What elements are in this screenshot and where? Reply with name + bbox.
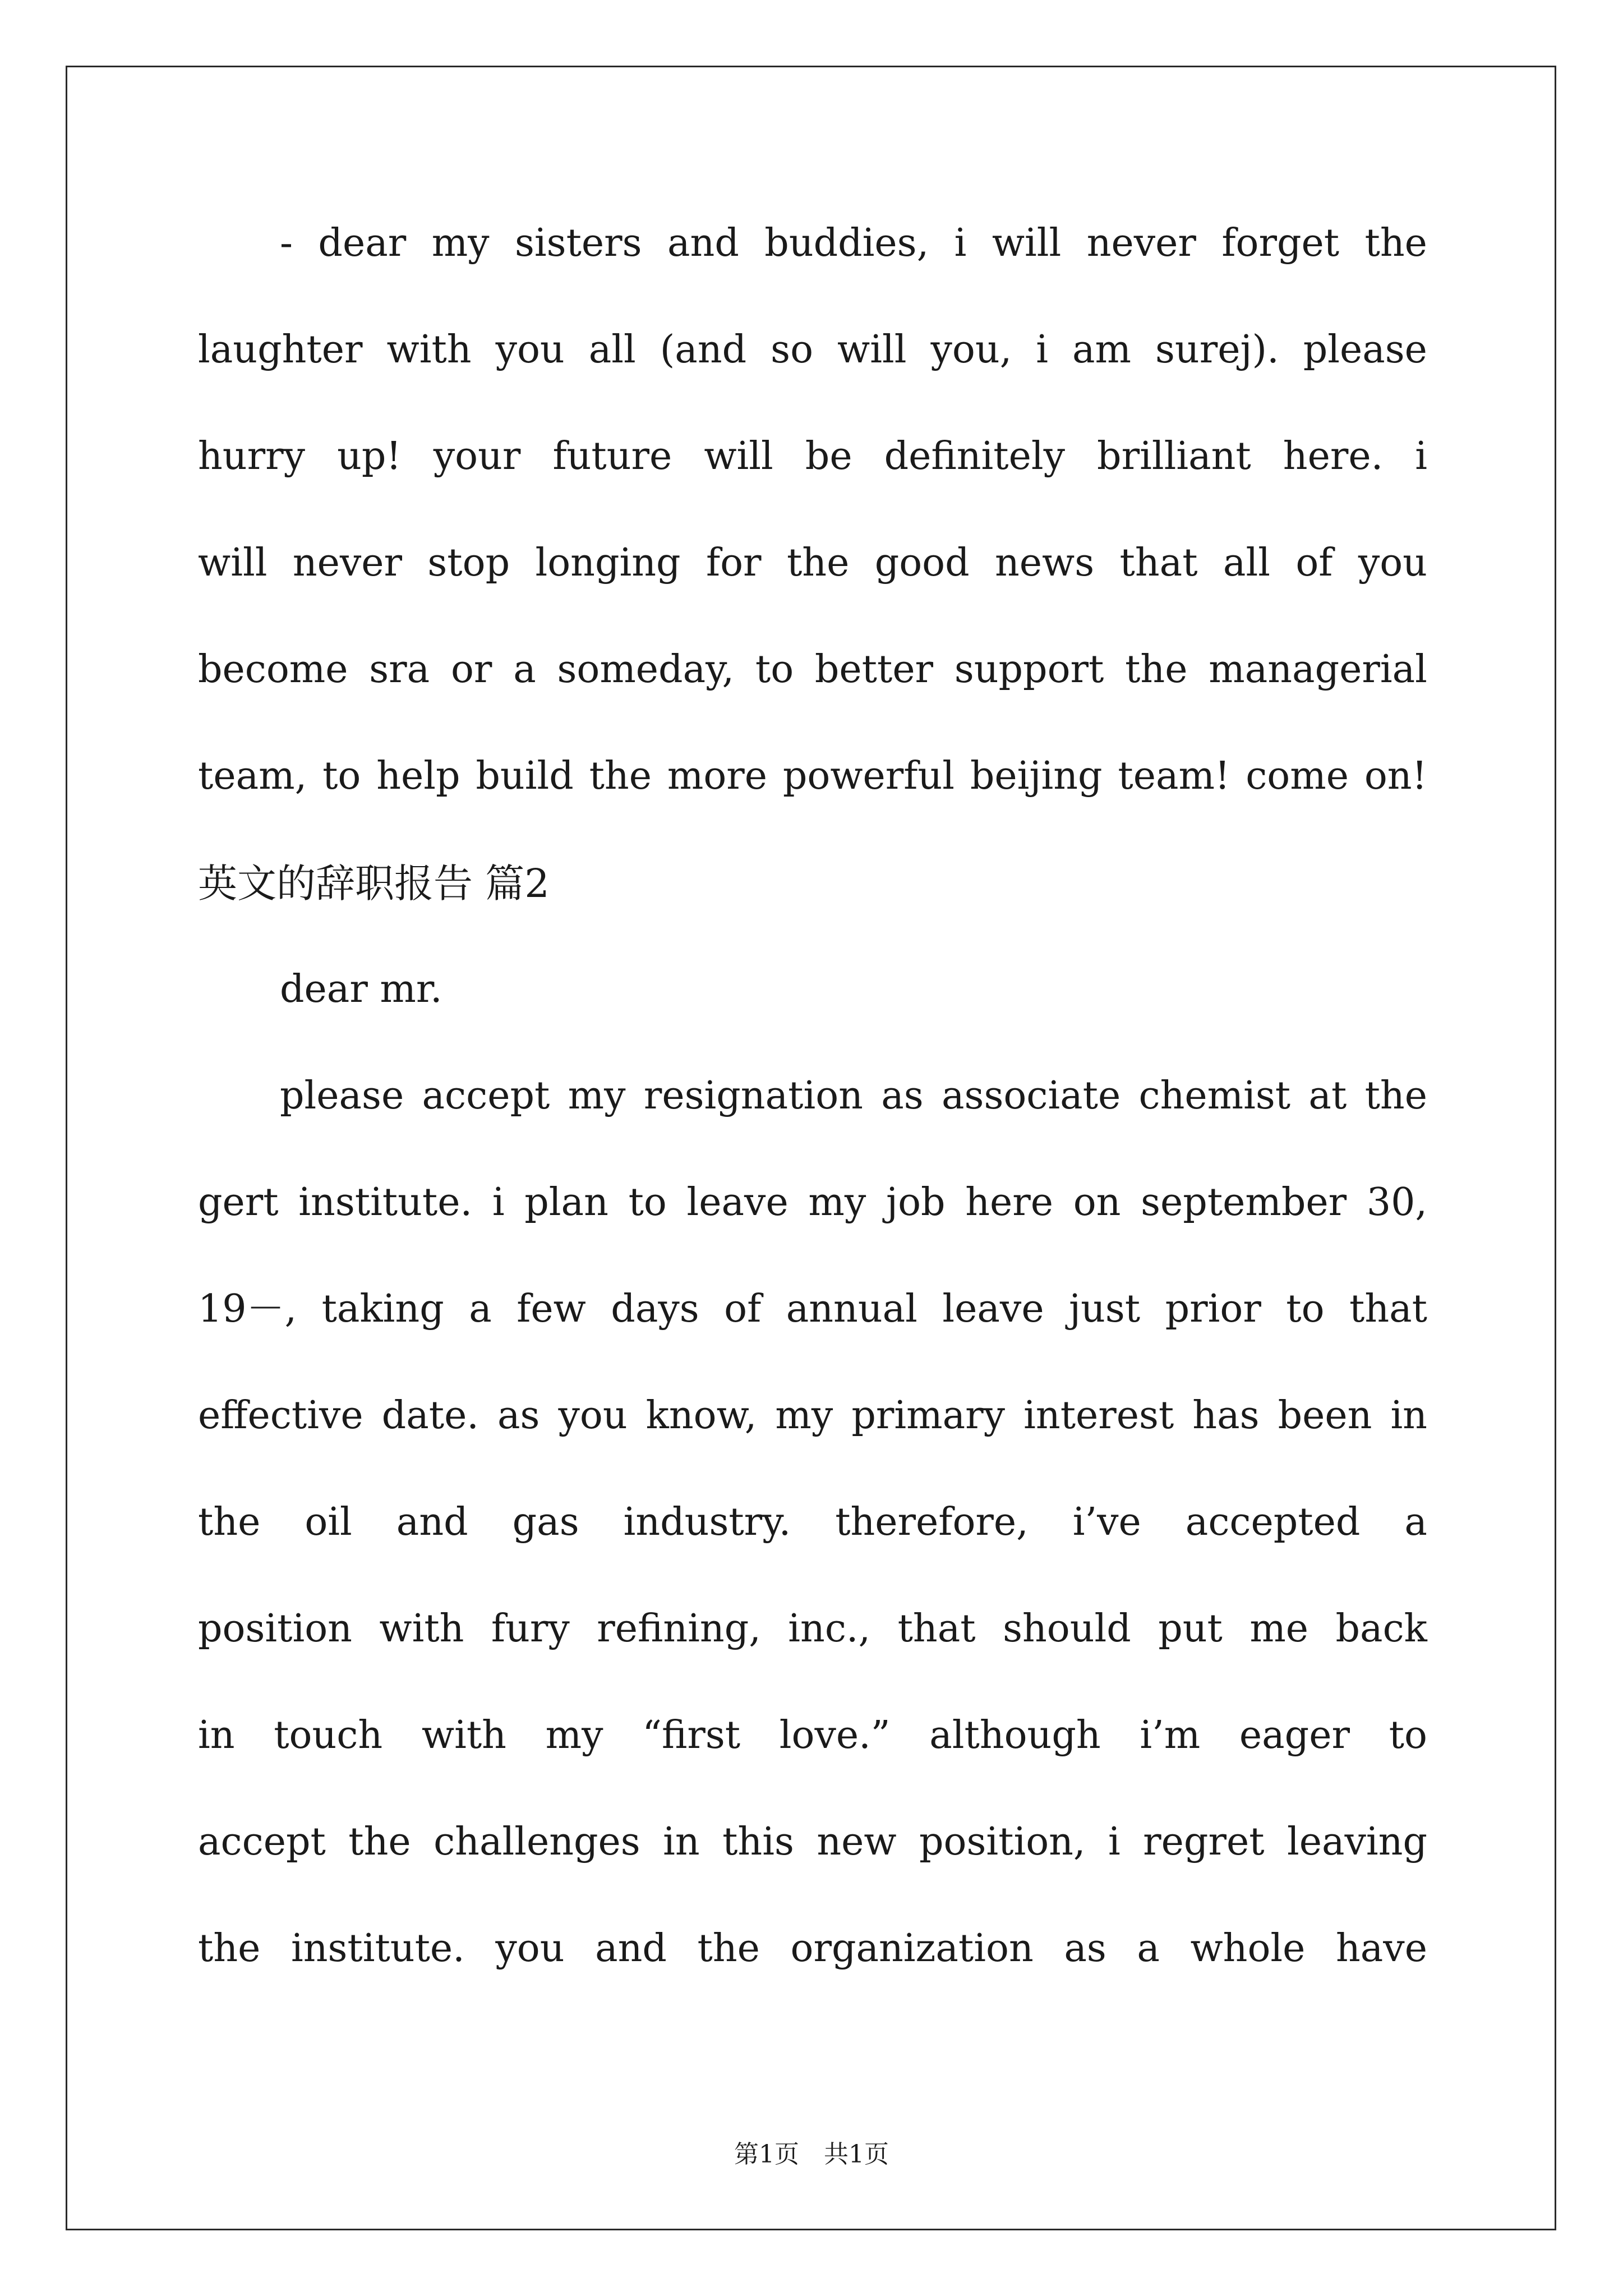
word: my [808,1180,866,1225]
word: more [667,754,768,798]
text-line [198,967,1427,1077]
word: 19－, [198,1287,297,1331]
word: the [697,1926,760,1971]
word: regret [1143,1820,1265,1864]
line-text: dear mr. [280,967,442,1011]
word: interest [1023,1393,1174,1438]
word: and [595,1926,667,1971]
text-line [198,1713,1427,1823]
word: powerful [782,754,955,798]
word: as [881,1074,924,1118]
word: you [495,1926,565,1971]
word: my [775,1393,833,1438]
word: fury [491,1607,570,1651]
word: please [1303,328,1427,372]
word: never [292,541,403,585]
word: this [722,1820,794,1864]
word: i [1036,328,1048,372]
word: to [1286,1287,1325,1331]
word: position [198,1607,352,1651]
word: surej). [1155,328,1279,372]
word: you, [930,328,1012,372]
line-text: 英文的辞职报告 篇2 [198,861,550,907]
word: for [706,541,762,585]
word: position, [919,1820,1086,1864]
word: become [198,647,348,692]
word: and [667,221,739,265]
word: team! [1118,754,1230,798]
word: new [817,1820,897,1864]
word: my [545,1713,603,1757]
word: therefore, [835,1500,1029,1544]
word: all [588,328,636,372]
word: team, [198,754,307,798]
text-line [198,1926,1427,2036]
word: as [1064,1926,1106,1971]
word: news [995,541,1095,585]
text-line [198,541,1427,651]
word: beijing [970,754,1103,798]
word: just [1069,1287,1141,1331]
word: put [1158,1607,1223,1651]
text-line [198,1820,1427,1930]
word: my [568,1074,626,1118]
word: that [897,1607,976,1651]
word: date. [381,1393,479,1438]
word: will [837,328,907,372]
word: “first [642,1713,741,1757]
word: you [1358,541,1427,585]
word: a [469,1287,492,1331]
text-line [198,328,1427,438]
word: stop [427,541,510,585]
word: primary [851,1393,1006,1438]
word: to [628,1180,667,1225]
word: buddies, [764,221,929,265]
word: of [724,1287,762,1331]
section-heading [198,861,1427,970]
word: and [396,1500,468,1544]
word: whole [1190,1926,1306,1971]
word: organization [790,1926,1034,1971]
word: definitely [884,434,1066,478]
word: sisters [515,221,642,265]
text-line [198,754,1427,864]
text-line [198,647,1427,757]
word: i [492,1180,505,1225]
word: your [433,434,521,478]
word: me [1249,1607,1309,1651]
word: i [1108,1820,1121,1864]
word: 30, [1366,1180,1427,1225]
text-line [198,1393,1427,1503]
word: associate [942,1074,1121,1118]
word: you [495,328,565,372]
word: few [517,1287,586,1331]
word: that [1119,541,1198,585]
word: leave [686,1180,789,1225]
word: a [513,647,536,692]
word: have [1335,1926,1427,1971]
word: support [954,647,1104,692]
word: resignation [643,1074,863,1118]
word: up! [337,434,402,478]
word: with [379,1607,464,1651]
word: back [1335,1607,1427,1651]
text-line [198,221,1427,331]
word: to [755,647,794,692]
word: annual [786,1287,917,1331]
word: the [1364,1074,1427,1118]
word: come [1246,754,1349,798]
word: on! [1364,754,1427,798]
word: oil [305,1500,352,1544]
word: dear [318,221,407,265]
word: my [431,221,490,265]
word: on [1073,1180,1121,1225]
word: that [1349,1287,1427,1331]
word: the [198,1500,261,1544]
word: leave [942,1287,1044,1331]
word: with [421,1713,506,1757]
word: institute. [291,1926,465,1971]
word: love.” [779,1713,891,1757]
word: days [611,1287,699,1331]
word: managerial [1209,647,1427,692]
word: in [663,1820,700,1864]
word: be [805,434,852,478]
word: accept [422,1074,550,1118]
word: future [552,434,672,478]
word: of [1295,541,1333,585]
word: (and [660,328,747,372]
word: challenges [434,1820,640,1864]
word: i [1415,434,1427,478]
text-line [198,1607,1427,1717]
word: institute. [298,1180,473,1225]
word: taking [321,1287,444,1331]
word: gert [198,1180,279,1225]
word: a [1404,1500,1427,1544]
word: chemist [1138,1074,1291,1118]
word: so [771,328,814,372]
word: the [198,1926,261,1971]
word: know, [645,1393,757,1438]
word: - [280,221,293,265]
word: brilliant [1097,434,1251,478]
word: the [348,1820,411,1864]
word: sra [369,647,430,692]
word: industry. [623,1500,791,1544]
word: am [1072,328,1132,372]
word: here. [1283,434,1384,478]
text-line [198,434,1427,544]
word: build [476,754,574,798]
word: leaving [1287,1820,1427,1864]
word: in [198,1713,235,1757]
word: with [386,328,472,372]
word: better [814,647,934,692]
word: will [704,434,773,478]
word: accepted [1185,1500,1361,1544]
word: touch [274,1713,383,1757]
text-line [198,1180,1427,1290]
page-number-footer: 第1页 共1页 [734,2140,889,2169]
word: prior [1165,1287,1261,1331]
word: i’ve [1072,1500,1141,1544]
text-line [198,1500,1427,1610]
word: inc., [788,1607,871,1651]
word: has [1192,1393,1260,1438]
word: here [965,1180,1054,1225]
word: i [954,221,967,265]
word: all [1223,541,1270,585]
word: the [786,541,850,585]
word: been [1278,1393,1372,1438]
word: or [450,647,492,692]
word: in [1390,1393,1427,1438]
word: job [886,1180,946,1225]
text-line [198,1287,1427,1397]
word: gas [512,1500,579,1544]
word: help [376,754,460,798]
word: accept [198,1820,326,1864]
word: as [497,1393,540,1438]
word: will [992,221,1062,265]
word: you [558,1393,628,1438]
word: longing [535,541,681,585]
word: will [198,541,268,585]
word: hurry [198,434,306,478]
word: refining, [597,1607,761,1651]
word: forget [1221,221,1340,265]
word: should [1003,1607,1131,1651]
word: eager [1239,1713,1350,1757]
word: the [1364,221,1427,265]
word: plan [524,1180,608,1225]
word: please [280,1074,404,1118]
word: good [874,541,970,585]
word: at [1308,1074,1347,1118]
word: someday, [557,647,735,692]
word: to [1389,1713,1427,1757]
word: i’m [1140,1713,1201,1757]
word: the [589,754,652,798]
word: effective [198,1393,363,1438]
word: to [322,754,361,798]
text-line [198,1074,1427,1184]
word: never [1086,221,1196,265]
word: although [929,1713,1101,1757]
document-body [198,221,1427,2036]
word: a [1137,1926,1160,1971]
word: laughter [198,328,363,372]
word: september [1141,1180,1347,1225]
word: the [1125,647,1188,692]
